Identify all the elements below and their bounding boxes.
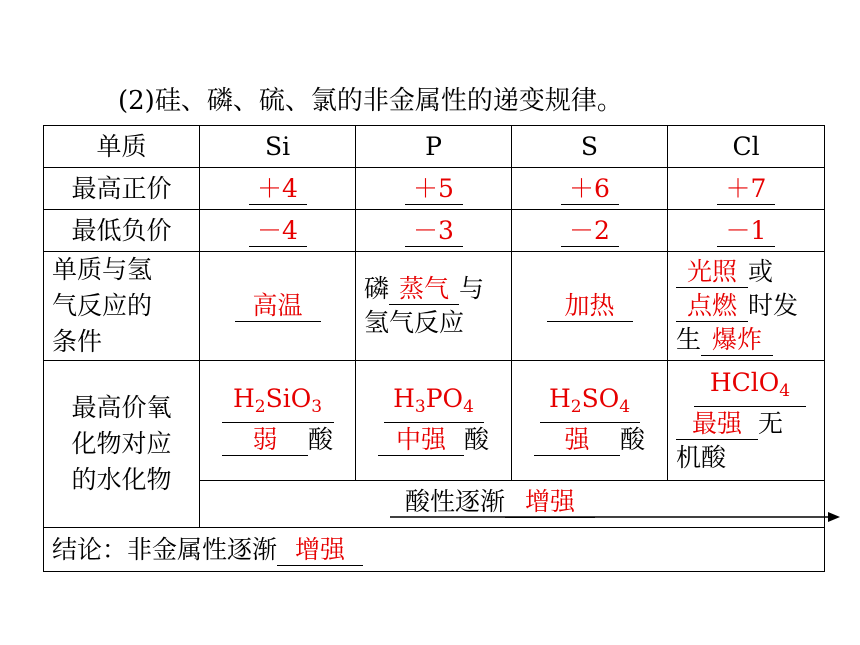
row-label: 最高价氧 化物对应 的水化物 <box>44 361 200 528</box>
trend-arrow-icon <box>390 511 840 523</box>
table-row-min-valence <box>44 210 825 252</box>
answer-blank: ＋4 <box>249 174 307 205</box>
conclusion-cell: 结论：非金属性逐渐 增强 <box>44 528 825 572</box>
answer-blank: ＋7 <box>717 174 775 205</box>
answer-blank: 光照 <box>676 257 748 288</box>
answer-blank: －4 <box>249 216 307 247</box>
answer-blank: －2 <box>561 216 619 247</box>
table-row-hydrate <box>44 361 825 481</box>
answer-blank: 高温 <box>235 291 321 322</box>
answer-blank: ＋5 <box>405 174 463 205</box>
answer-blank: 点燃 <box>676 291 748 322</box>
answer-blank: －1 <box>717 216 775 247</box>
answer-blank: 弱 <box>222 425 308 456</box>
comparison-table <box>43 125 825 572</box>
answer-blank: 加热 <box>547 291 633 322</box>
row-label: 最低负价 <box>44 210 200 252</box>
answer-blank: 中强 <box>378 425 464 456</box>
answer-blank: －3 <box>405 216 463 247</box>
acid-trend-cell: 酸性逐渐 增强 <box>200 481 825 528</box>
answer-blank: 强 <box>534 425 620 456</box>
answer-blank: 爆炸 <box>701 325 773 356</box>
answer-blank: ＋6 <box>561 174 619 205</box>
answer-blank: 最强 <box>676 409 758 440</box>
cell-cl-reaction: 光照 或 点燃 时发 生 爆炸 <box>668 252 825 361</box>
page-title: (2)硅、磷、硫、氯的非金属性的递变规律。 <box>118 86 623 116</box>
cell-p-reaction: 磷 蒸气 与 氢气反应 <box>356 252 512 361</box>
header-row <box>44 126 825 168</box>
table-row-h2-reaction <box>44 252 825 361</box>
answer-blank: 蒸气 <box>389 274 459 305</box>
cell-si-acid: $H_2SiO_3$ 弱 酸 <box>200 361 356 481</box>
cell-cl-acid: HClO$_4$ 最强 无 机酸 <box>668 361 825 481</box>
table-row-max-valence <box>44 168 825 210</box>
cell-p-acid: $H_3PO_4$ 中强 酸 <box>356 361 512 481</box>
header-cell-s: S <box>512 126 668 168</box>
row-label: 单质与氢 气反应的 条件 <box>44 252 200 361</box>
answer-blank: 增强 <box>505 487 595 518</box>
row-label: 最高正价 <box>44 168 200 210</box>
header-cell-si: Si <box>200 126 356 168</box>
cell-s-acid: $H_2SO_4$ 强 酸 <box>512 361 668 481</box>
header-cell-p: P <box>356 126 512 168</box>
answer-blank: 增强 <box>277 535 363 566</box>
table-row-conclusion <box>44 528 825 572</box>
header-cell-element: 单质 <box>44 126 200 168</box>
header-cell-cl: Cl <box>668 126 825 168</box>
